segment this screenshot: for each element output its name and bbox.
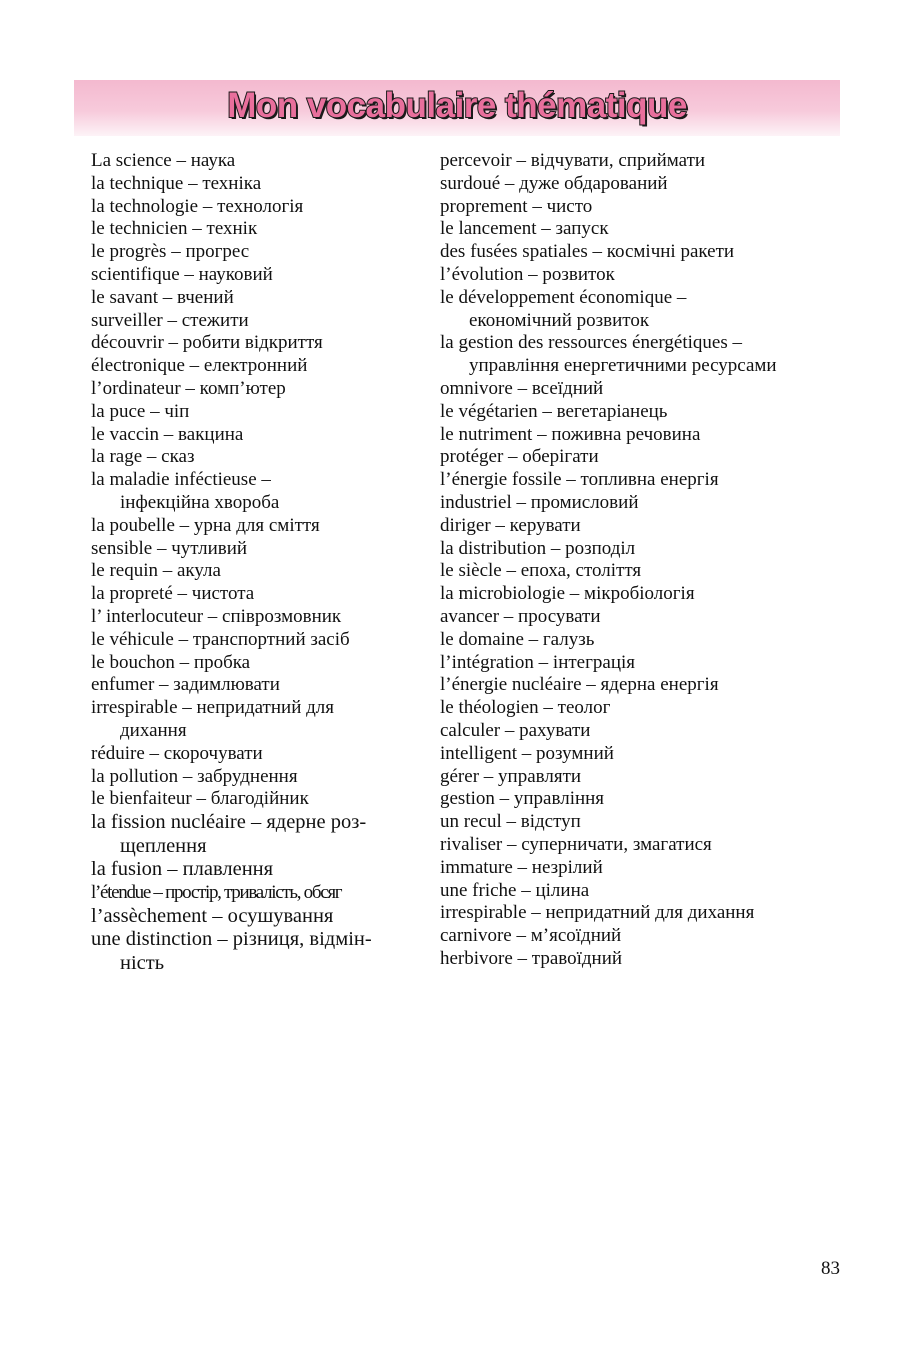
- vocabulary-entry-line: surdoué – дуже обдарований: [440, 172, 668, 194]
- vocabulary-entry-line: réduire – скорочувати: [91, 742, 263, 764]
- vocabulary-entry-line: le domaine – галузь: [440, 628, 595, 650]
- vocabulary-entry-line: la rage – сказ: [91, 446, 195, 468]
- vocabulary-entry-line: l’énergie nucléaire – ядерна енергія: [440, 674, 719, 696]
- vocabulary-entry-line: carnivore – м’ясоїдний: [440, 925, 622, 947]
- vocabulary-entry-line: дихання: [120, 719, 187, 741]
- vocabulary-entry-line: scientifique – науковий: [91, 263, 273, 285]
- vocabulary-entry-line: immature – незрілий: [440, 856, 603, 878]
- vocabulary-entry: [440, 652, 860, 675]
- vocabulary-entry: [440, 378, 860, 401]
- vocabulary-entry-line: la propreté – чистота: [91, 583, 255, 605]
- vocabulary-entry: [440, 606, 860, 629]
- vocabulary-entry-line: rivaliser – суперничати, змагатися: [440, 833, 712, 855]
- vocabulary-entry: [440, 880, 860, 903]
- vocabulary-entry-line: le lancement – запуск: [440, 218, 609, 240]
- vocabulary-entry-line: enfumer – задимлювати: [91, 674, 280, 696]
- page-title: Mon vocabulaire thématique: [227, 86, 687, 125]
- vocabulary-entry: [91, 332, 421, 355]
- vocabulary-entry-line: le bouchon – пробка: [91, 651, 251, 673]
- vocabulary-entry: [91, 196, 421, 219]
- vocabulary-entry: [440, 492, 860, 515]
- vocabulary-entry: [440, 469, 860, 492]
- vocabulary-entry: [440, 332, 860, 378]
- vocabulary-entry-line: le siècle – епоха, століття: [440, 560, 642, 582]
- vocabulary-entry: [91, 355, 421, 378]
- vocabulary-entry-line: surveiller – стежити: [91, 309, 249, 331]
- vocabulary-entry-line: l’étendue – простір, тривалість, обсяг: [91, 881, 342, 903]
- vocabulary-entry: [91, 287, 421, 310]
- vocabulary-entry-line: irrespirable – непридатний для: [91, 697, 335, 719]
- vocabulary-entry-line: omnivore – всеїдний: [440, 377, 604, 399]
- vocabulary-entry-line: le développement économique –: [440, 286, 687, 308]
- vocabulary-entry-line: proprement – чисто: [440, 195, 593, 217]
- vocabulary-entry: [91, 560, 421, 583]
- vocabulary-entry: [440, 538, 860, 561]
- vocabulary-entry: [440, 629, 860, 652]
- vocabulary-entry: [440, 743, 860, 766]
- vocabulary-entry: [91, 424, 421, 447]
- vocabulary-entry-line: le bienfaiteur – благодійник: [91, 788, 309, 810]
- vocabulary-entry-line: le progrès – прогрес: [91, 241, 250, 263]
- vocabulary-entry-line: інфекційна хвороба: [120, 491, 280, 513]
- vocabulary-entry: [91, 515, 421, 538]
- vocabulary-entry-line: sensible – чутливий: [91, 537, 248, 559]
- vocabulary-entry: [440, 241, 860, 264]
- vocabulary-entry: [440, 560, 860, 583]
- vocabulary-entry-line: l’évolution – розвиток: [440, 263, 615, 285]
- vocabulary-entry: [440, 902, 860, 925]
- vocabulary-entry-line: l’intégration – інтеграція: [440, 651, 636, 673]
- vocabulary-entry: [440, 424, 860, 447]
- vocabulary-entry: [440, 401, 860, 424]
- vocabulary-entry: [91, 378, 421, 401]
- vocabulary-entry: [440, 720, 860, 743]
- vocabulary-entry: [91, 928, 421, 975]
- vocabulary-entry-line: l’assèchement – осушування: [91, 904, 334, 927]
- vocabulary-entry: [440, 150, 860, 173]
- vocabulary-entry: [440, 697, 860, 720]
- vocabulary-entry: [440, 948, 860, 971]
- vocabulary-entry: [91, 652, 421, 675]
- vocabulary-entry: [91, 743, 421, 766]
- vocabulary-entry: [91, 882, 421, 905]
- vocabulary-entry: [440, 173, 860, 196]
- vocabulary-entry-line: électronique – електронний: [91, 355, 308, 377]
- vocabulary-entry: [91, 674, 421, 697]
- vocabulary-entry-line: intelligent – розумний: [440, 742, 614, 764]
- vocabulary-entry: [91, 173, 421, 196]
- vocabulary-entry-line: la distribution – розподіл: [440, 537, 636, 559]
- vocabulary-entry: [440, 196, 860, 219]
- vocabulary-entry: [440, 925, 860, 948]
- vocabulary-entry: [91, 401, 421, 424]
- vocabulary-entry: [440, 264, 860, 287]
- vocabulary-entry-line: la technologie – технологія: [91, 195, 304, 217]
- vocabulary-entry-line: le véhicule – транспортний засіб: [91, 628, 350, 650]
- vocabulary-entry-line: le végétarien – вегетаріанець: [440, 400, 668, 422]
- vocabulary-entry-line: la microbiologie – мікробіологія: [440, 583, 695, 605]
- vocabulary-entry-line: avancer – просувати: [440, 605, 601, 627]
- vocabulary-entry-line: une distinction – різниця, відмін-: [91, 928, 372, 951]
- vocabulary-entry: [91, 811, 421, 858]
- vocabulary-entry: [91, 583, 421, 606]
- vocabulary-entry-line: percevoir – відчувати, сприймати: [440, 150, 706, 171]
- vocabulary-entry: [91, 788, 421, 811]
- vocabulary-column-right: [440, 150, 860, 971]
- vocabulary-entry-line: irrespirable – непридатний для дихання: [440, 902, 755, 924]
- vocabulary-entry-line: le savant – вчений: [91, 286, 234, 308]
- vocabulary-entry: [440, 583, 860, 606]
- vocabulary-entry-line: la technique – техніка: [91, 172, 262, 194]
- vocabulary-entry-line: un recul – відступ: [440, 811, 581, 833]
- vocabulary-entry: [91, 766, 421, 789]
- vocabulary-entry-line: l’ interlocuteur – співрозмовник: [91, 605, 342, 627]
- vocabulary-entry-line: la fission nucléaire – ядерне роз-: [91, 811, 367, 834]
- vocabulary-entry: [91, 218, 421, 241]
- vocabulary-entry: [440, 674, 860, 697]
- vocabulary-entry-line: le requin – акула: [91, 560, 221, 582]
- vocabulary-entry: [440, 287, 860, 333]
- vocabulary-entry: [440, 857, 860, 880]
- vocabulary-entry-line: diriger – керувати: [440, 514, 581, 536]
- vocabulary-entry-line: щеплення: [120, 834, 207, 857]
- vocabulary-entry-line: protéger – оберігати: [440, 446, 599, 468]
- vocabulary-entry: [91, 264, 421, 287]
- vocabulary-entry-line: découvrir – робити відкриття: [91, 332, 323, 354]
- vocabulary-entry-line: l’énergie fossile – топливна енергія: [440, 469, 719, 491]
- vocabulary-entry-line: la pollution – забруднення: [91, 765, 298, 787]
- page-number: 83: [821, 1258, 840, 1279]
- vocabulary-entry-line: l’ordinateur – комп’ютер: [91, 377, 286, 399]
- vocabulary-entry: [91, 697, 421, 743]
- title-banner: [74, 80, 840, 136]
- vocabulary-entry: [440, 218, 860, 241]
- vocabulary-entry-line: la poubelle – урна для сміття: [91, 514, 320, 536]
- vocabulary-entry-line: le technicien – технік: [91, 218, 258, 240]
- vocabulary-entry: [440, 811, 860, 834]
- vocabulary-entry: [91, 469, 421, 515]
- vocabulary-entry: [440, 515, 860, 538]
- vocabulary-entry: [440, 766, 860, 789]
- vocabulary-entry-line: gestion – управління: [440, 788, 605, 810]
- vocabulary-entry-line: la gestion des ressources énergétiques –: [440, 332, 742, 354]
- vocabulary-entry-line: управління енергетичними ресурсами: [469, 355, 777, 377]
- vocabulary-column-left: [91, 150, 421, 975]
- vocabulary-entry-line: ність: [120, 951, 165, 974]
- vocabulary-entry-line: gérer – управляти: [440, 765, 582, 787]
- vocabulary-entry: [91, 629, 421, 652]
- vocabulary-entry-line: le nutriment – поживна речовина: [440, 423, 701, 445]
- vocabulary-entry: [91, 150, 421, 173]
- vocabulary-entry: [440, 788, 860, 811]
- vocabulary-entry: [91, 606, 421, 629]
- vocabulary-entry: [91, 310, 421, 333]
- vocabulary-entry-line: le vaccin – вакцина: [91, 423, 244, 445]
- vocabulary-entry-line: la maladie inféctieuse –: [91, 469, 271, 491]
- vocabulary-entry-line: la fusion – плавлення: [91, 858, 274, 881]
- vocabulary-entry: [91, 538, 421, 561]
- vocabulary-entry: [440, 446, 860, 469]
- vocabulary-entry: [91, 446, 421, 469]
- vocabulary-entry-line: економічний розвиток: [469, 309, 650, 331]
- vocabulary-entry-line: des fusées spatiales – космічні ракети: [440, 241, 735, 263]
- vocabulary-entry-line: calculer – рахувати: [440, 719, 591, 741]
- vocabulary-entry: [440, 834, 860, 857]
- vocabulary-entry-line: herbivore – травоїдний: [440, 947, 623, 969]
- vocabulary-entry: [91, 241, 421, 264]
- vocabulary-entry-line: une friche – цілина: [440, 879, 590, 901]
- vocabulary-entry-line: le théologien – теолог: [440, 697, 611, 719]
- vocabulary-entry-line: industriel – промисловий: [440, 491, 639, 513]
- vocabulary-entry-line: la puce – чіп: [91, 400, 190, 422]
- vocabulary-entry: [91, 905, 421, 929]
- vocabulary-entry-line: La science – наука: [91, 150, 236, 171]
- vocabulary-entry: [91, 858, 421, 882]
